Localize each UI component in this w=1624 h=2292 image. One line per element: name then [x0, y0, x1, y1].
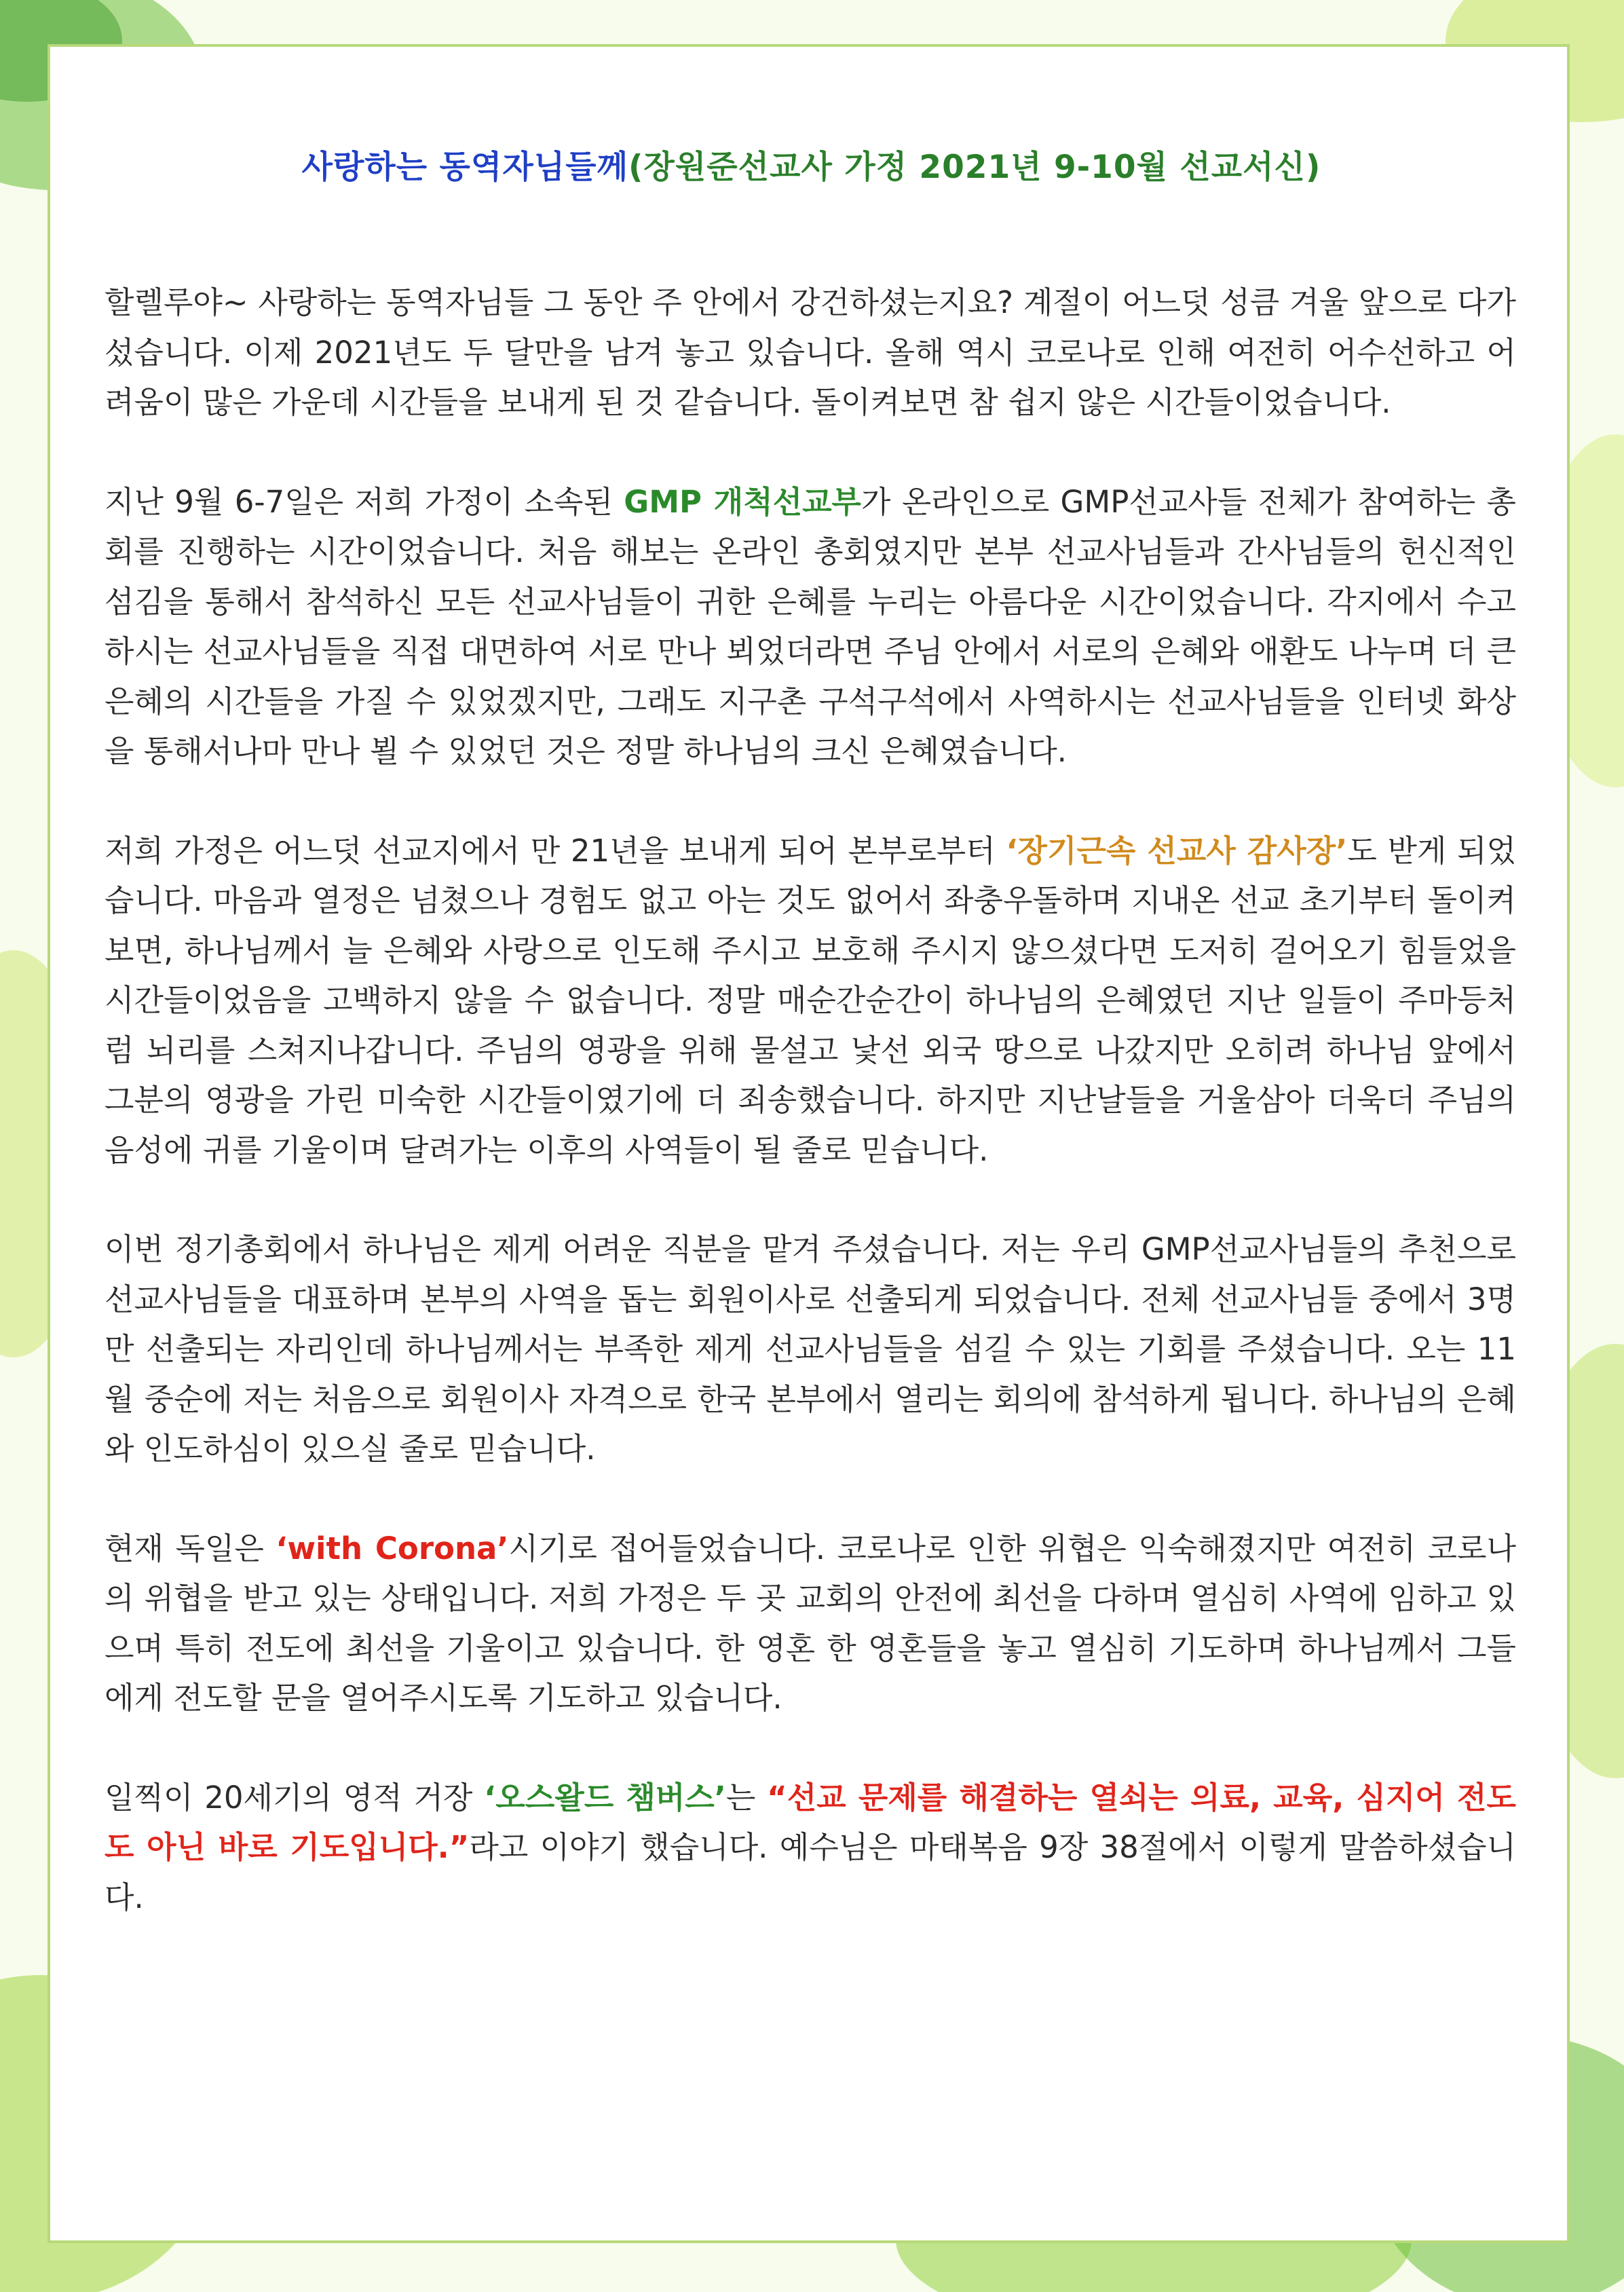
title-main: 사랑하는 동역자님들께 [301, 149, 628, 186]
paragraph-2: 지난 9월 6-7일은 저희 가정이 소속된 GMP 개척선교부가 온라인으로 GMP선교사들 전체가 참여하는 총회를 진행하는 시간이었습니다. 처음 해보는 온라인 총회였지만 본부 선교사님들과 간사님들의 헌신적인 섬김을 통해서 참석하신 모든 선교사님들이 귀한 은혜를 누리는 아름다운 시간이었습니다. 각지에서 수고하시는 선교사님들을 직접 대면하여 서로 만나 뵈었더라면 주님 안에서 서로의 은혜와 애환도 나누며 더 큰 은혜의 시간들을 가질 수 있었겠지만, 그래도 지구촌 구석구석에서 사역하시는 선교사님들을 인터넷 화상을 통해서나마 만나 뵐 수 있었던 것은 정말 하나님의 크신 은혜였습니다. [105, 483, 1516, 769]
letter-frame [48, 44, 1570, 2243]
chambers-highlight: ‘오스왈드 챔버스’ [484, 1779, 726, 1816]
paragraph-5: 현재 독일은 ‘with Corona’시기로 접어들었습니다. 코로나로 인한 위협은 익숙해졌지만 여전히 코로나의 위협을 받고 있는 상태입니다. 저희 가정은 두 곳 교회의 안전에 최선을 다하며 열심히 사역에 임하고 있으며 특히 전도에 최선을 기울이고 있습니다. 한 영혼 한 영혼들을 놓고 열심히 기도하며 하나님께서 그들에게 전도할 문을 열어주시도록 기도하고 있습니다. [105, 1530, 1516, 1716]
with-corona-highlight: ‘with Corona’ [276, 1530, 509, 1566]
paragraph-4: 이번 정기총회에서 하나님은 제게 어려운 직분을 맡겨 주셨습니다. 저는 우리 GMP선교사님들의 추천으로 선교사님들을 대표하며 본부의 사역을 돕는 회원이사로 선출되게 되었습니다. 전체 선교사님들 중에서 3명만 선출되는 자리인데 하나님께서는 부족한 제게 선교사님들을 섬길 수 있는 기회를 주셨습니다. 오는 11월 중순에 저는 처음으로 회원이사 자격으로 한국 본부에서 열리는 회의에 참석하게 됩니다. 하나님의 은혜와 인도하심이 있으실 줄로 믿습니다. [105, 1231, 1516, 1467]
title-subtitle: (장원준선교사 가정 2021년 9-10월 선교서신) [628, 149, 1321, 186]
paragraph-3: 저희 가정은 어느덧 선교지에서 만 21년을 보내게 되어 본부로부터 ‘장기근속 선교사 감사장’도 받게 되었습니다. 마음과 열정은 넘쳤으나 경험도 없고 아는 것도 없어서 좌충우돌하며 지내온 선교 초기부터 돌이켜 보면, 하나님께서 늘 은혜와 사랑으로 인도해 주시고 보호해 주시지 않으셨다면 도저히 걸어오기 힘들었을 시간들이었음을 고백하지 않을 수 없습니다. 정말 매순간순간이 하나님의 은혜였던 지난 일들이 주마등처럼 뇌리를 스쳐지나갑니다. 주님의 영광을 위해 물설고 낯선 외국 땅으로 나갔지만 오히려 하나님 앞에서 그분의 영광을 가린 미숙한 시간들이였기에 더 죄송했습니다. 하지만 지난날들을 거울삼아 더욱더 주님의 음성에 귀를 기울이며 달려가는 이후의 사역들이 될 줄로 믿습니다. [105, 832, 1516, 1168]
award-highlight: ‘장기근속 선교사 감사장’ [1006, 832, 1348, 869]
gmp-highlight: GMP 개척선교부 [624, 483, 862, 520]
quote-highlight: “선교 문제를 해결하는 열쇠는 의료, 교육, 심지어 전도도 아닌 바로 기도입니다.” [105, 1779, 1516, 1865]
letter-body [105, 278, 1516, 1972]
paragraph-1: 할렐루야~ 사랑하는 동역자님들 그 동안 주 안에서 강건하셨는지요? 계절이 어느덧 성큼 겨울 앞으로 다가섰습니다. 이제 2021년도 두 달만을 남겨 놓고 있습니다. 올해 역시 코로나로 인해 여전히 어수선하고 어려움이 많은 가운데 시간들을 보내게 된 것 같습니다. 돌이켜보면 참 쉽지 않은 시간들이었습니다. [105, 284, 1516, 420]
letter-title [50, 142, 1572, 187]
paragraph-6: 일찍이 20세기의 영적 거장 ‘오스왈드 챔버스’는 “선교 문제를 해결하는 열쇠는 의료, 교육, 심지어 전도도 아닌 바로 기도입니다.”라고 이야기 했습니다. 예수님은 마태복음 9장 38절에서 이렇게 말씀하셨습니다. [105, 1779, 1516, 1915]
